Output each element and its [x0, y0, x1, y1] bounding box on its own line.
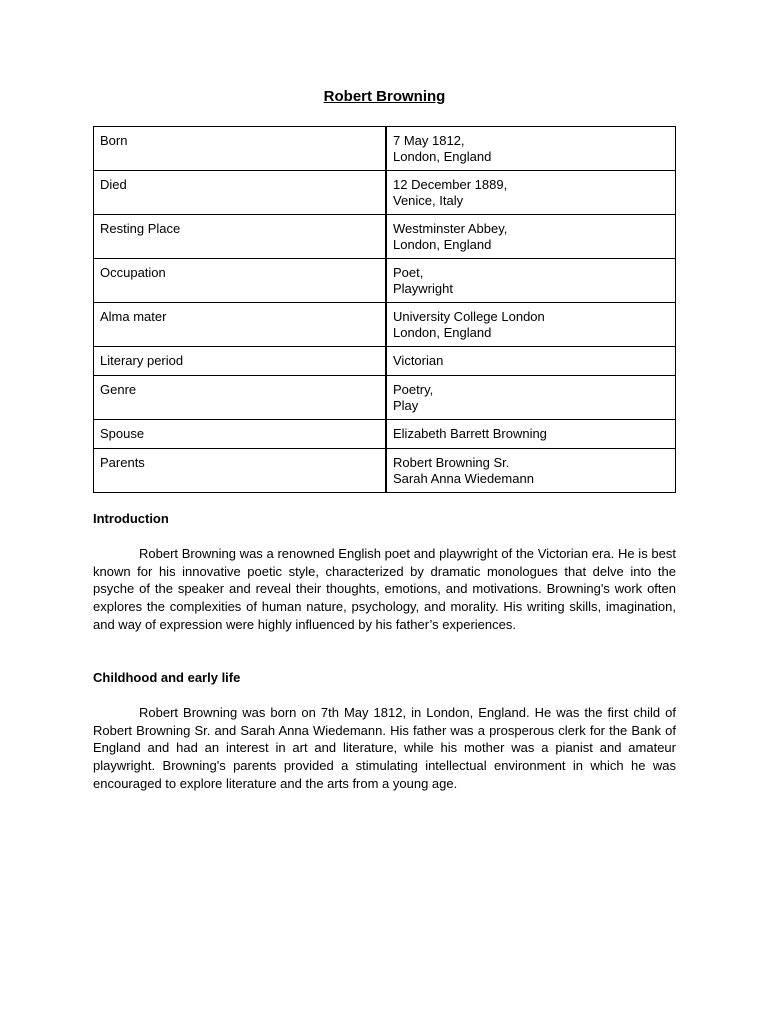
infobox-value: 7 May 1812, London, England	[386, 127, 676, 171]
infobox-row-resting-place	[94, 215, 676, 259]
infobox-value: 12 December 1889, Venice, Italy	[386, 171, 676, 215]
infobox-value: Poetry, Play	[386, 376, 676, 420]
infobox-row-born	[94, 127, 676, 171]
infobox-row-occupation	[94, 259, 676, 303]
infobox-value: Westminster Abbey, London, England	[386, 215, 676, 259]
infobox-value: Robert Browning Sr. Sarah Anna Wiedemann	[386, 449, 676, 493]
infobox-value: Elizabeth Barrett Browning	[386, 420, 676, 449]
infobox-label: Parents	[94, 449, 387, 493]
infobox-row-genre	[94, 376, 676, 420]
infobox-value: Victorian	[386, 347, 676, 376]
infobox-value: Poet, Playwright	[386, 259, 676, 303]
infobox-label: Died	[94, 171, 387, 215]
infobox-row-literary-period	[94, 347, 676, 376]
infobox-label: Resting Place	[94, 215, 387, 259]
section-heading-childhood: Childhood and early life	[93, 670, 241, 685]
section-paragraph-childhood: Robert Browning was born on 7th May 1812, in London, England. He was the first child of Robert Browning Sr. and Sarah Anna Wiedemann. His father was a prosperous clerk for the Bank of England and had an interest in art and literature, while his mother was a pianist and amateur playwright. Browning's parents provided a stimulating intellectual environment in which he was encouraged to explore literature and the arts from a young age.	[93, 705, 676, 791]
infobox-label: Occupation	[94, 259, 387, 303]
infobox-row-spouse	[94, 420, 676, 449]
section-paragraph-introduction: Robert Browning was a renowned English poet and playwright of the Victorian era. He is best known for his innovative poetic style, characterized by dramatic monologues that delve into the psyche of the speaker and reveal their thoughts, emotions, and motivations. Browning's work often explores the complexities of human nature, psychology, and morality. His writing skills, imagination, and way of expression were highly influenced by his father’s experiences.	[93, 546, 676, 632]
infobox-label: Genre	[94, 376, 387, 420]
infobox-label: Alma mater	[94, 303, 387, 347]
infobox-label: Spouse	[94, 420, 387, 449]
section-heading-introduction: Introduction	[93, 511, 169, 526]
infobox-row-alma-mater	[94, 303, 676, 347]
infobox-label: Born	[94, 127, 387, 171]
infobox-label: Literary period	[94, 347, 387, 376]
infobox-value: University College London London, England	[386, 303, 676, 347]
infobox-table	[93, 126, 676, 493]
page-title: Robert Browning	[323, 88, 446, 105]
infobox-row-parents	[94, 449, 676, 493]
infobox-row-died	[94, 171, 676, 215]
